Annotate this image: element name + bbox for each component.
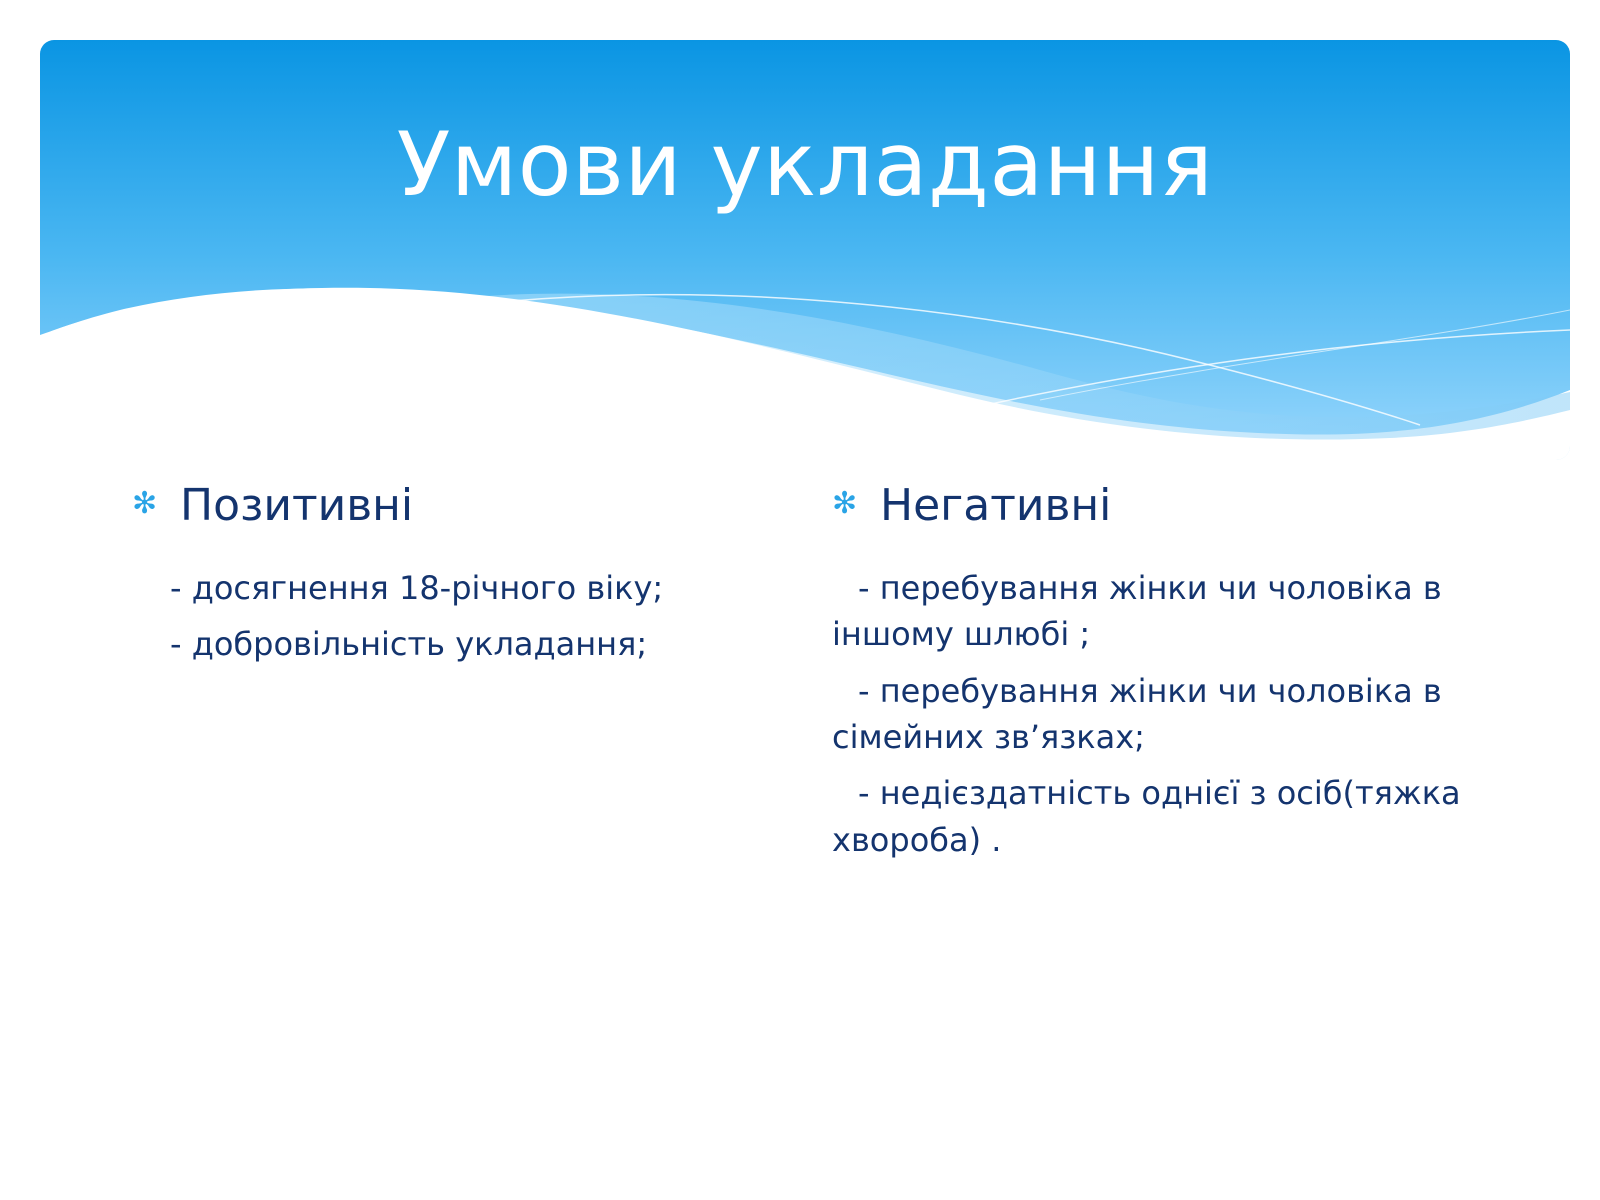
negative-heading xyxy=(832,480,1492,533)
list-item xyxy=(832,668,1492,761)
list-item-text: - перебування жінки чи чоловіка в сімейних зв’язках; xyxy=(832,671,1442,756)
positive-heading-text: Позитивні xyxy=(180,480,414,531)
asterisk-icon: ✻ xyxy=(832,486,858,522)
list-item: - досягнення 18-річного віку; xyxy=(170,568,664,607)
positive-heading xyxy=(132,480,772,533)
list-item: - добровільність укладання; xyxy=(170,625,648,664)
list-item xyxy=(832,770,1492,863)
list-item-text: - недієздатність однієї з осіб(тяжка хвороба) . xyxy=(832,774,1461,859)
negative-column xyxy=(832,480,1492,863)
header-banner xyxy=(40,40,1570,460)
list-item-text: - перебування жінки чи чоловіка в іншому шлюбі ; xyxy=(832,568,1442,654)
wave-decoration xyxy=(40,40,1570,460)
negative-heading-text: Негативні xyxy=(880,480,1112,531)
asterisk-icon: ✻ xyxy=(132,486,158,522)
positive-column xyxy=(132,480,772,668)
list-item xyxy=(832,565,1492,658)
slide-title: Умови укладання xyxy=(396,113,1214,216)
